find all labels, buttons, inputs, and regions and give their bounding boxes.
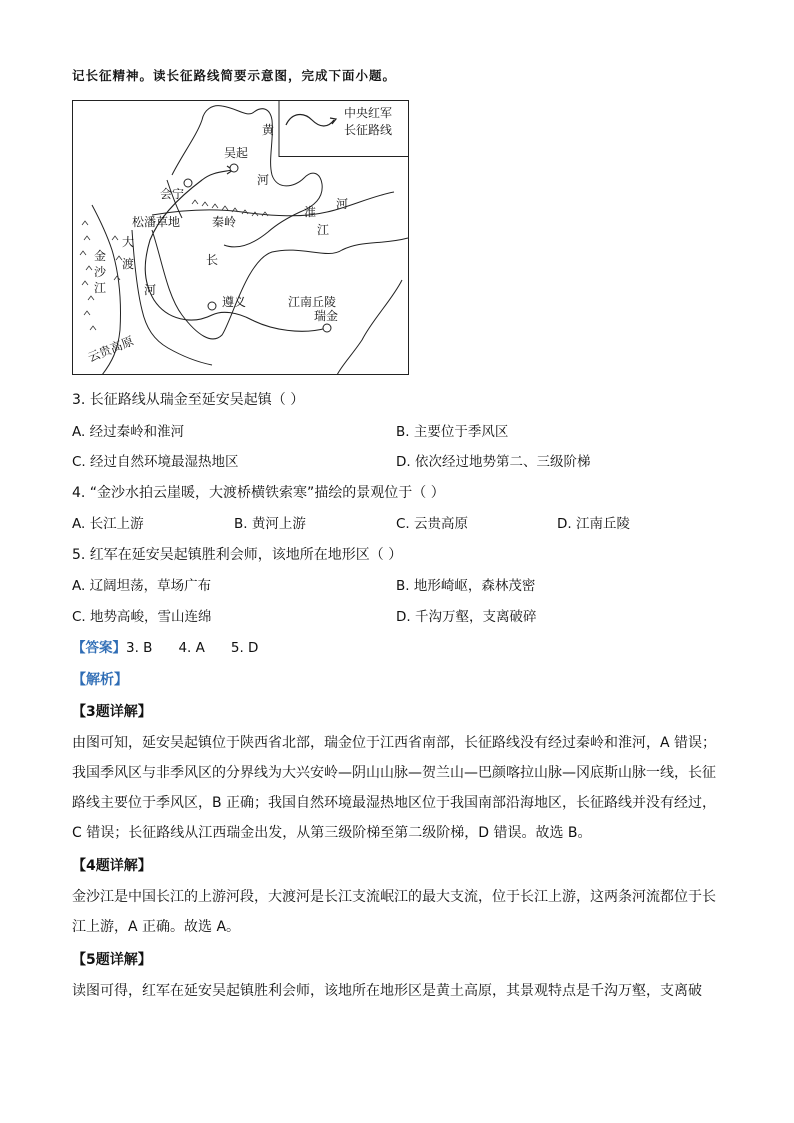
detail-3-line: 由图可知，延安吴起镇位于陕西省北部，瑞金位于江西省南部，长征路线没有经过秦岭和淮河，A 错误；: [72, 735, 717, 751]
q5-option-c: C. 地势高峻，雪山连绵: [72, 609, 212, 625]
q3-option-a: A. 经过秦岭和淮河: [72, 424, 185, 440]
long-march-map: [72, 100, 409, 375]
analysis-tag: 【解析】: [72, 672, 128, 688]
q4-option-c: C. 云贵高原: [396, 516, 469, 532]
detail-3-line: 我国季风区与非季风区的分界线为大兴安岭—阴山山脉—贺兰山—巴颜喀拉山脉—冈底斯山脉一线，长征: [72, 765, 716, 781]
label-huai: 淮: [304, 205, 317, 219]
detail-4-text: [72, 882, 722, 942]
q3-option-b: B. 主要位于季风区: [396, 424, 509, 440]
intro-text: 记长征精神。读长征路线简要示意图，完成下面小题。: [72, 68, 397, 83]
detail-3-tag: 【3题详解】: [72, 704, 152, 720]
label-qinling: 秦岭: [212, 215, 237, 229]
detail-3-line: 路线主要位于季风区，B 正确；我国自然环境最湿热地区位于我国南部沿海地区，长征路线并没有经过，: [72, 795, 717, 811]
label-sha: 沙: [94, 265, 107, 279]
answer-tag: 【答案】: [72, 640, 126, 656]
label-jiang-cj: 江: [317, 223, 330, 237]
label-du: 渡: [122, 257, 135, 271]
answer-4: 4. A: [178, 640, 205, 656]
label-wuqi: 吴起: [224, 146, 249, 160]
label-huang: 黄: [262, 123, 275, 137]
detail-3-text: [72, 728, 722, 848]
label-da: 大: [122, 235, 135, 249]
detail-4-line: 江上游，A 正确。故选 A。: [72, 919, 241, 935]
label-zunyi: 遵义: [222, 295, 247, 309]
q5-option-b: B. 地形崎岖，森林茂密: [396, 578, 536, 594]
label-he3: 河: [144, 283, 157, 297]
label-jin: 金: [94, 249, 107, 263]
q3-stem: 3. 长征路线从瑞金至延安吴起镇（ ）: [72, 392, 305, 408]
label-jiang-js: 江: [94, 281, 107, 295]
label-ruijin: 瑞金: [314, 309, 339, 323]
q3-option-c: C. 经过自然环境最湿热地区: [72, 454, 239, 470]
label-huining: 会宁: [160, 187, 185, 201]
label-yungui: 云贵高原: [85, 333, 136, 365]
label-jiangnan: 江南丘陵: [288, 295, 337, 309]
label-songpan: 松潘草地: [132, 215, 181, 229]
q4-stem: 4. “金沙水拍云崖暖，大渡桥横铁索寒”描绘的景观位于（ ）: [72, 485, 445, 501]
q5-option-a: A. 辽阔坦荡，草场广布: [72, 578, 212, 594]
q5-stem: 5. 红军在延安吴起镇胜利会师，该地所在地形区（ ）: [72, 547, 403, 563]
answer-5: 5. D: [230, 640, 259, 656]
label-he1: 河: [257, 173, 270, 187]
q4-option-a: A. 长江上游: [72, 516, 144, 532]
detail-3-line: C 错误；长征路线从江西瑞金出发，从第三级阶梯至第二级阶梯，D 错误。故选 B。: [72, 825, 592, 841]
huining-point: [184, 179, 192, 187]
answer-row: [72, 638, 258, 658]
detail-4-tag: 【4题详解】: [72, 858, 152, 874]
label-he2: 河: [336, 197, 349, 211]
q3-option-d: D. 依次经过地势第二、三级阶梯: [396, 454, 591, 470]
ruijin-point: [323, 324, 331, 332]
detail-5-line: 读图可得，红军在延安吴起镇胜利会师，该地所在地形区是黄土高原，其景观特点是千沟万壑，支离破: [72, 983, 702, 999]
label-chang: 长: [206, 253, 219, 267]
q5-option-d: D. 千沟万壑，支离破碎: [396, 609, 537, 625]
detail-4-line: 金沙江是中国长江的上游河段，大渡河是长江支流岷江的最大支流，位于长江上游，这两条河流都位于长: [72, 889, 716, 905]
q4-option-b: B. 黄河上游: [234, 516, 306, 532]
q4-option-d: D. 江南丘陵: [557, 516, 630, 532]
legend-line2: 长征路线: [344, 123, 393, 137]
detail-5-text: [72, 976, 722, 1006]
legend-line1: 中央红军: [344, 106, 393, 120]
answer-3: 3. B: [126, 640, 153, 656]
zunyi-point: [208, 302, 216, 310]
wuqi-point: [230, 164, 238, 172]
detail-5-tag: 【5题详解】: [72, 952, 152, 968]
